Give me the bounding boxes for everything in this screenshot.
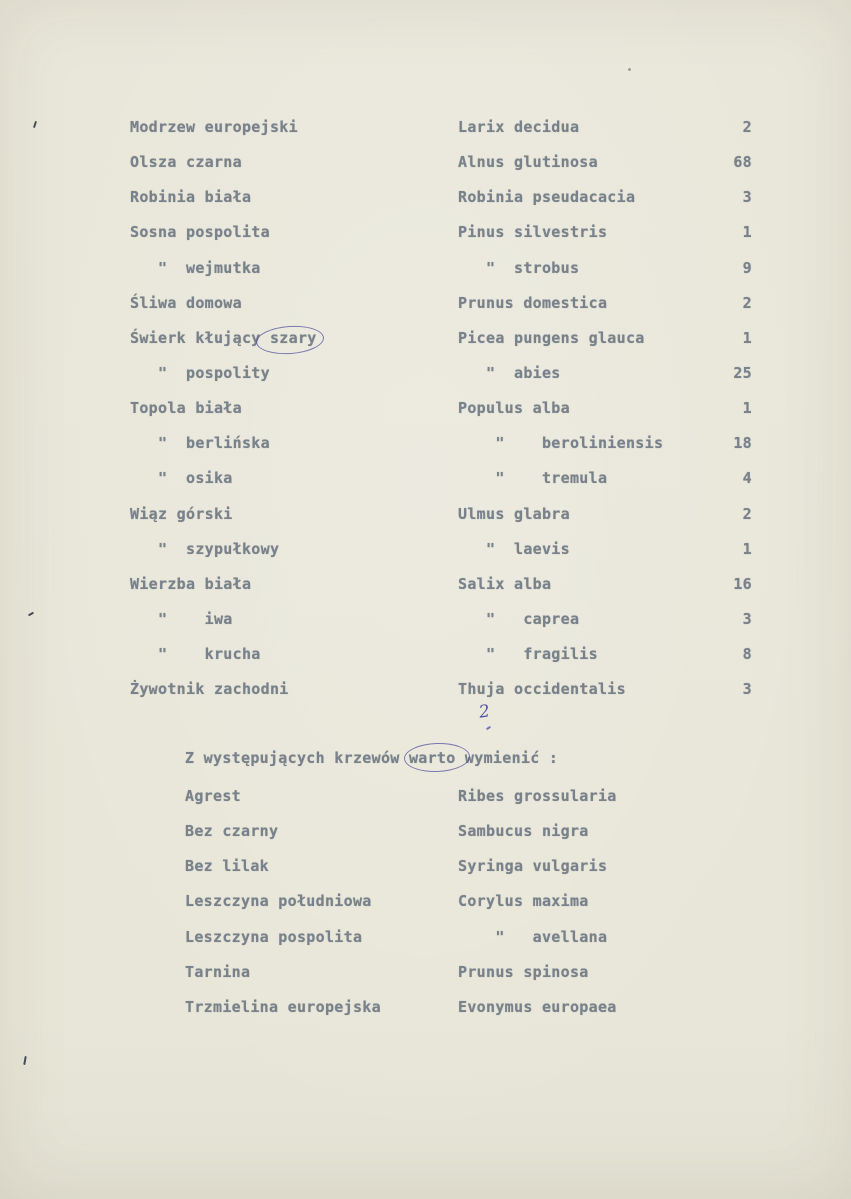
tree-count: 9 [742, 258, 752, 277]
tree-polish-name: Modrzew europejski [130, 118, 298, 136]
shrub-row [0, 814, 851, 849]
tree-row [0, 391, 851, 426]
margin-mark [23, 1056, 27, 1065]
shrub-latin-name: Evonymus europaea [458, 997, 617, 1016]
shrub-row [0, 920, 851, 955]
tree-row [0, 497, 851, 532]
tree-polish-name: " iwa [130, 609, 233, 628]
handwritten-number: 2 [477, 701, 492, 723]
tree-count: 3 [742, 609, 752, 628]
shrub-latin-name: " avellana [458, 927, 608, 946]
tree-row [0, 251, 851, 286]
tree-count: 18 [733, 434, 752, 453]
tree-count: 3 [742, 680, 752, 699]
tree-polish-name: Topola biała [130, 399, 242, 418]
tree-latin-name: " beroliniensis [458, 434, 664, 453]
shrubs-intro: Z występujących krzewów warto wymienić : [185, 749, 559, 767]
shrub-row [0, 884, 851, 919]
tree-latin-name: " laevis [458, 539, 570, 558]
shrub-latin-name: Prunus spinosa [458, 962, 589, 981]
tree-latin-name: Alnus glutinosa [458, 153, 598, 172]
tree-count: 16 [733, 574, 752, 593]
tree-count: 2 [742, 293, 752, 312]
tree-latin-name: Prunus domestica [458, 293, 608, 312]
tree-latin-name: Larix decidua [458, 118, 580, 136]
tree-polish-name: Wiąz górski [130, 504, 233, 523]
shrub-polish-name: Bez lilak [185, 857, 269, 876]
tree-count: 1 [742, 399, 752, 418]
tree-latin-name: Pinus silvestris [458, 223, 608, 242]
tree-latin-name: Populus alba [458, 399, 570, 418]
tree-latin-name: Ulmus glabra [458, 504, 570, 523]
tree-count: 3 [742, 188, 752, 207]
tree-list [0, 110, 851, 707]
tree-polish-name: Robinia biała [130, 188, 252, 207]
tree-count: 68 [733, 153, 752, 172]
tree-count: 2 [742, 504, 752, 523]
tree-polish-name: " pospolity [130, 363, 270, 382]
tree-row [0, 356, 851, 391]
tree-latin-name: Picea pungens glauca [458, 328, 645, 347]
tree-count: 1 [742, 539, 752, 558]
shrub-latin-name: Corylus maxima [458, 892, 589, 911]
shrub-latin-name: Sambucus nigra [458, 822, 589, 841]
tree-row [0, 637, 851, 672]
tree-polish-name: " krucha [130, 645, 261, 664]
tree-latin-name: Salix alba [458, 574, 552, 593]
shrub-latin-name: Syringa vulgaris [458, 857, 608, 876]
tree-latin-name: " tremula [458, 469, 608, 488]
tree-polish-name: " szypułkowy [130, 539, 280, 558]
tree-latin-name: " fragilis [458, 645, 598, 664]
shrub-polish-name: Trzmielina europejska [185, 997, 381, 1016]
tree-latin-name: " caprea [458, 609, 580, 628]
shrub-row [0, 955, 851, 990]
tree-latin-name: Thuja occidentalis [458, 680, 626, 699]
tree-row [0, 602, 851, 637]
tree-row [0, 567, 851, 602]
tree-latin-name: " strobus [458, 258, 580, 277]
tree-polish-name: Sosna pospolita [130, 223, 270, 242]
scan-speck [628, 68, 631, 71]
shrub-row [0, 849, 851, 884]
tree-row [0, 672, 851, 707]
shrub-polish-name: Leszczyna południowa [185, 892, 372, 911]
pen-circle-warto [404, 742, 471, 773]
tree-row [0, 215, 851, 250]
shrub-latin-name: Ribes grossularia [458, 787, 617, 805]
tree-latin-name: " abies [458, 363, 561, 382]
shrub-row [0, 990, 851, 1025]
tree-count: 25 [733, 363, 752, 382]
tree-count: 8 [742, 645, 752, 664]
tree-polish-name: Wierzba biała [130, 574, 252, 593]
tree-count: 1 [742, 223, 752, 242]
shrub-polish-name: Leszczyna pospolita [185, 927, 363, 946]
tree-polish-name: " osika [130, 469, 233, 488]
shrub-polish-name: Tarnina [185, 962, 251, 981]
shrub-list [0, 779, 851, 1025]
tree-row [0, 321, 851, 356]
tree-count: 4 [742, 469, 752, 488]
tree-polish-name: " berlińska [130, 434, 270, 453]
tree-latin-name: Robinia pseudacacia [458, 188, 636, 207]
tree-polish-name: Żywotnik zachodni [130, 680, 289, 699]
shrub-polish-name: Agrest [185, 787, 241, 805]
pen-tick-mark [486, 726, 491, 731]
tree-row [0, 461, 851, 496]
tree-polish-name: Świerk kłujący szary [130, 328, 317, 347]
tree-row [0, 286, 851, 321]
tree-polish-name: " wejmutka [130, 258, 261, 277]
tree-count: 2 [742, 118, 752, 136]
tree-row [0, 532, 851, 567]
tree-row [0, 180, 851, 215]
shrub-polish-name: Bez czarny [185, 822, 279, 841]
tree-row [0, 145, 851, 180]
shrub-row [0, 779, 851, 814]
tree-polish-name: Śliwa domowa [130, 293, 242, 312]
tree-polish-name: Olsza czarna [130, 153, 242, 172]
tree-count: 1 [742, 328, 752, 347]
tree-row [0, 426, 851, 461]
tree-row [0, 110, 851, 145]
